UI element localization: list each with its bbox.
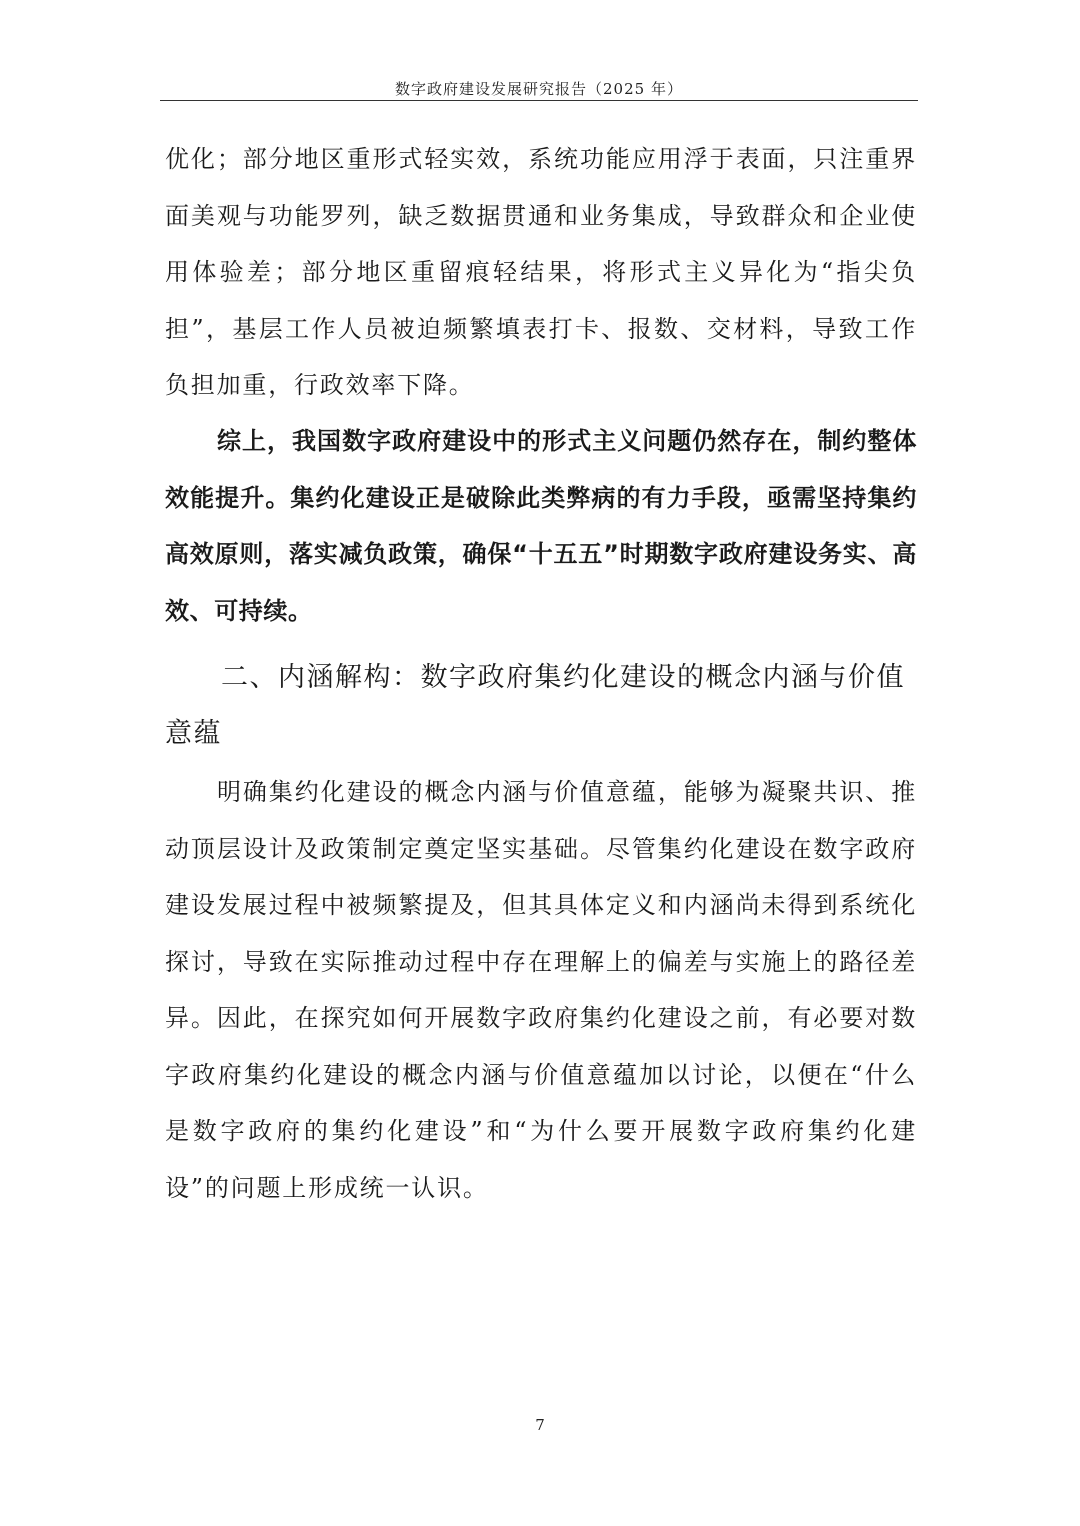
- section-intro-block: [165, 764, 917, 1216]
- summary-paragraph: 综上，我国数字政府建设中的形式主义问题仍然存在，制约整体效能提升。集约化建设正是破除此类弊病的有力手段，亟需坚持集约高效原则，落实减负政策，确保“十五五”时期数字政府建设务实、高效、可持续。: [165, 427, 917, 625]
- summary-paragraph-block: [165, 413, 917, 639]
- page-number: 7: [535, 1416, 545, 1434]
- section-intro-paragraph: 明确集约化建设的概念内涵与价值意蕴，能够为凝聚共识、推动顶层设计及政策制定奠定坚实基础。尽管集约化建设在数字政府建设发展过程中被频繁提及，但其具体定义和内涵尚未得到系统化探讨，导致在实际推动过程中存在理解上的偏差与实施上的路径差异。因此，在探究如何开展数字政府集约化建设之前，有必要对数字政府集约化建设的概念内涵与价值意蕴加以讨论，以便在“什么是数字政府的集约化建设”和“为什么要开展数字政府集约化建设”的问题上形成统一认识。: [165, 778, 917, 1202]
- continuation-paragraph: 优化；部分地区重形式轻实效，系统功能应用浮于表面，只注重界面美观与功能罗列，缺乏数据贯通和业务集成，导致群众和企业使用体验差；部分地区重留痕轻结果，将形式主义异化为“指尖负担”，基层工作人员被迫频繁填表打卡、报数、交材料，导致工作负担加重，行政效率下降。: [165, 145, 917, 399]
- header-divider: [160, 100, 918, 101]
- running-header: 数字政府建设发展研究报告（2025 年）: [395, 80, 683, 98]
- continuation-paragraph-block: [165, 131, 917, 414]
- section-heading: 二、内涵解构：数字政府集约化建设的概念内涵与价值意蕴: [165, 662, 905, 749]
